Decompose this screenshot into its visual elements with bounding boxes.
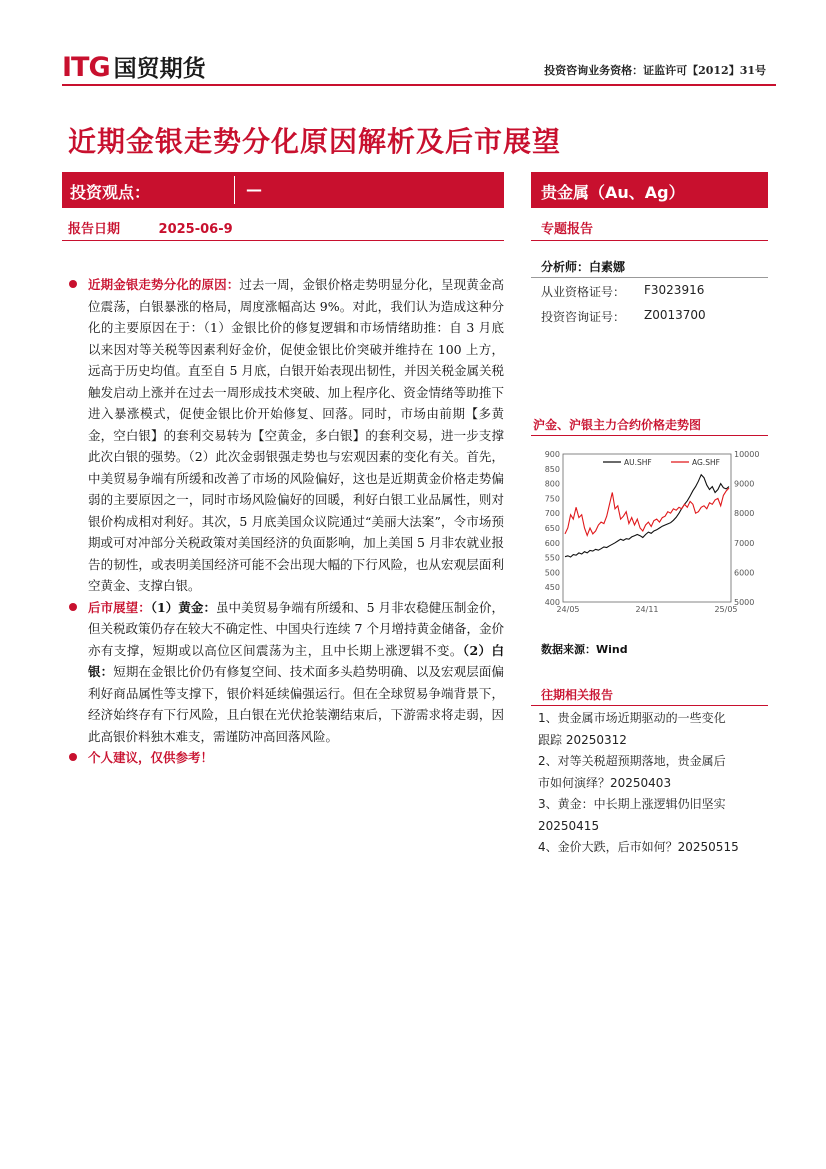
right-divider-2 <box>531 277 768 278</box>
plot-frame <box>563 454 731 602</box>
right-divider-3 <box>531 435 768 436</box>
gold-label: （1）黄金： <box>150 599 216 615</box>
report-date-label: 报告日期 <box>68 222 121 237</box>
paragraph-lead: 近期金银走势分化的原因： <box>88 277 240 292</box>
legend-label: AU.SHF <box>624 458 652 467</box>
analyst-name: 分析师：白素娜 <box>541 260 626 274</box>
left-axis-tick-label: 550 <box>544 553 560 563</box>
left-axis-tick-label: 700 <box>544 509 560 519</box>
report-date-value: 2025-06-9 <box>158 222 233 237</box>
bullet-dot <box>69 280 77 288</box>
related-reports-list <box>538 708 768 859</box>
bullet-dot <box>69 753 77 761</box>
paragraph-text: 过去一周，金银价格走势明显分化，呈现黄金高位震荡，白银暴涨的格局，周度涨幅高达 9%。对此，我们认为造成这种分化的主要原因在于：（1）金银比价的修复逻辑和市场情绪助推：自 3 月底以来因对等关税等因素利好金价，促使金银比价突破并维持在 100 上方，远高于历史均值。直至自 5 月底，白银开始表现出韧性，并因关税金属关税触发启动上涨并在过去一周形成技术突破、加上程序化、资金情绪等助推下进入暴涨模式，促使金银比价开始修复、回落。同时，市场由前期【多黄金，空白银】的套利交易转为【空黄金，多白银】的套利交易，进一步支撑此次白银的强势。（2）此次金弱银强走势也与宏观因素的变化有关。首先，中美贸易争端有所缓和改善了市场的风险偏好，这也是近期黄金价格走势偏弱的主要原因之一，同时市场风险偏好的回暖，利好白银工业品属性，则对银价构成相对利好。其次，5 月底美国众议院通过“美丽大法案”，令市场预期或可对冲部分关税政策对美国经济的负面影响，加上美国 5 月非农就业报告的韧性，或表明美国经济可能不会出现大幅的下行风险，也从宏观层面利空黄金、支撑白银。 <box>88 277 504 593</box>
analysis-paragraph <box>68 274 504 597</box>
related-line[interactable]: 4、金价大跌，后市如何？20250515 <box>538 840 739 854</box>
left-axis-tick-label: 400 <box>544 598 560 607</box>
left-axis-tick-label: 750 <box>544 494 560 504</box>
left-divider <box>62 240 504 241</box>
left-axis-tick-label: 800 <box>544 479 560 489</box>
qualification-text: 投资咨询业务资格：证监许可【2012】31号 <box>544 64 766 77</box>
investment-view-bar <box>62 172 504 208</box>
right-axis-tick-label: 9000 <box>734 479 755 489</box>
category-bar <box>531 172 768 208</box>
report-type: 专题报告 <box>541 222 594 237</box>
legend-label: AG.SHF <box>692 458 720 467</box>
logo-itg-text: ITG <box>62 52 110 83</box>
brand-logo <box>62 50 206 83</box>
left-axis-tick-label: 500 <box>544 568 560 578</box>
advice-paragraph <box>68 747 504 769</box>
right-axis-tick-label: 6000 <box>734 568 755 578</box>
related-line[interactable]: 市如何演绎？20250403 <box>538 775 672 790</box>
silver-label: （2）白银： <box>88 642 504 679</box>
investment-view-label: 投资观点： <box>70 183 151 202</box>
right-axis-tick-label: 7000 <box>734 538 755 548</box>
qualification-cert-row <box>541 283 705 300</box>
x-axis-tick-label: 24/05 <box>556 605 580 614</box>
series-line-au-shf <box>565 475 729 557</box>
related-line[interactable]: 1、贵金属市场近期驱动的一些变化 <box>538 711 726 725</box>
cert1-label: 从业资格证号： <box>541 285 626 299</box>
series-line-ag-shf <box>565 488 729 535</box>
chart-source: 数据来源：Wind <box>541 643 628 656</box>
bullet-dot <box>69 603 77 611</box>
report-date-row <box>68 218 233 237</box>
category-label: 贵金属（Au、Ag） <box>541 183 685 202</box>
investment-view-value: — <box>246 180 262 199</box>
paragraph-lead: 个人建议，仅供参考！ <box>88 750 214 765</box>
x-axis-tick-label: 25/05 <box>714 605 738 614</box>
view-separator <box>234 176 235 204</box>
logo-company-name: 国贸期货 <box>113 56 206 82</box>
header-divider <box>62 84 776 86</box>
gold-text: 虽中美贸易争端有所缓和、5 月非农稳健压制金价，但关税政策仍存在较大不确定性、中国央行连续 7 个月增持黄金储备，金价亦有支撑，短期或以高位区间震荡为主，且中长期上涨逻辑不变。 <box>88 599 504 658</box>
main-body <box>68 274 504 769</box>
right-divider-4 <box>531 705 768 706</box>
cert1-value: F3023916 <box>644 283 705 297</box>
related-line[interactable]: 3、黄金：中长期上涨逻辑仍旧坚实 <box>538 797 726 811</box>
left-axis-tick-label: 600 <box>544 538 560 548</box>
left-axis-tick-label: 650 <box>544 524 560 533</box>
related-line[interactable]: 20250415 <box>538 818 600 833</box>
cert2-label: 投资咨询证号： <box>541 310 626 324</box>
right-axis-tick-label: 5000 <box>734 598 755 607</box>
left-axis-tick-label: 900 <box>544 450 560 459</box>
report-title: 近期金银走势分化原因解析及后市展望 <box>68 125 562 158</box>
consulting-cert-row <box>541 308 706 325</box>
cert2-value: Z0013700 <box>644 308 706 322</box>
x-axis-tick-label: 24/11 <box>635 605 659 614</box>
related-line[interactable]: 2、对等关税超预期落地，贵金属后 <box>538 754 726 768</box>
right-divider-1 <box>531 240 768 241</box>
page-header <box>62 48 776 84</box>
outlook-paragraph <box>68 597 504 748</box>
left-axis-tick-label: 450 <box>544 583 560 593</box>
silver-text: 短期在金银比价仍有修复空间、技术面多头趋势明确、以及宏观层面偏利好商品属性等支撑下，银价料延续偏强运行。但在全球贸易争端背景下，经济始终存有下行风险，且白银在光伏抢装潮结束后，下游需求将走弱，因此高银价料独木难支，需谨防冲高回落风险。 <box>88 664 504 744</box>
paragraph-lead: 后市展望： <box>88 599 151 615</box>
chart-title: 沪金、沪银主力合约价格走势图 <box>533 418 702 432</box>
right-axis-tick-label: 10000 <box>734 450 760 459</box>
related-line[interactable]: 跟踪 20250312 <box>538 732 627 747</box>
related-reports-title: 往期相关报告 <box>541 688 614 702</box>
left-axis-tick-label: 850 <box>544 464 560 474</box>
right-axis-tick-label: 8000 <box>734 509 755 519</box>
price-chart <box>533 446 765 622</box>
